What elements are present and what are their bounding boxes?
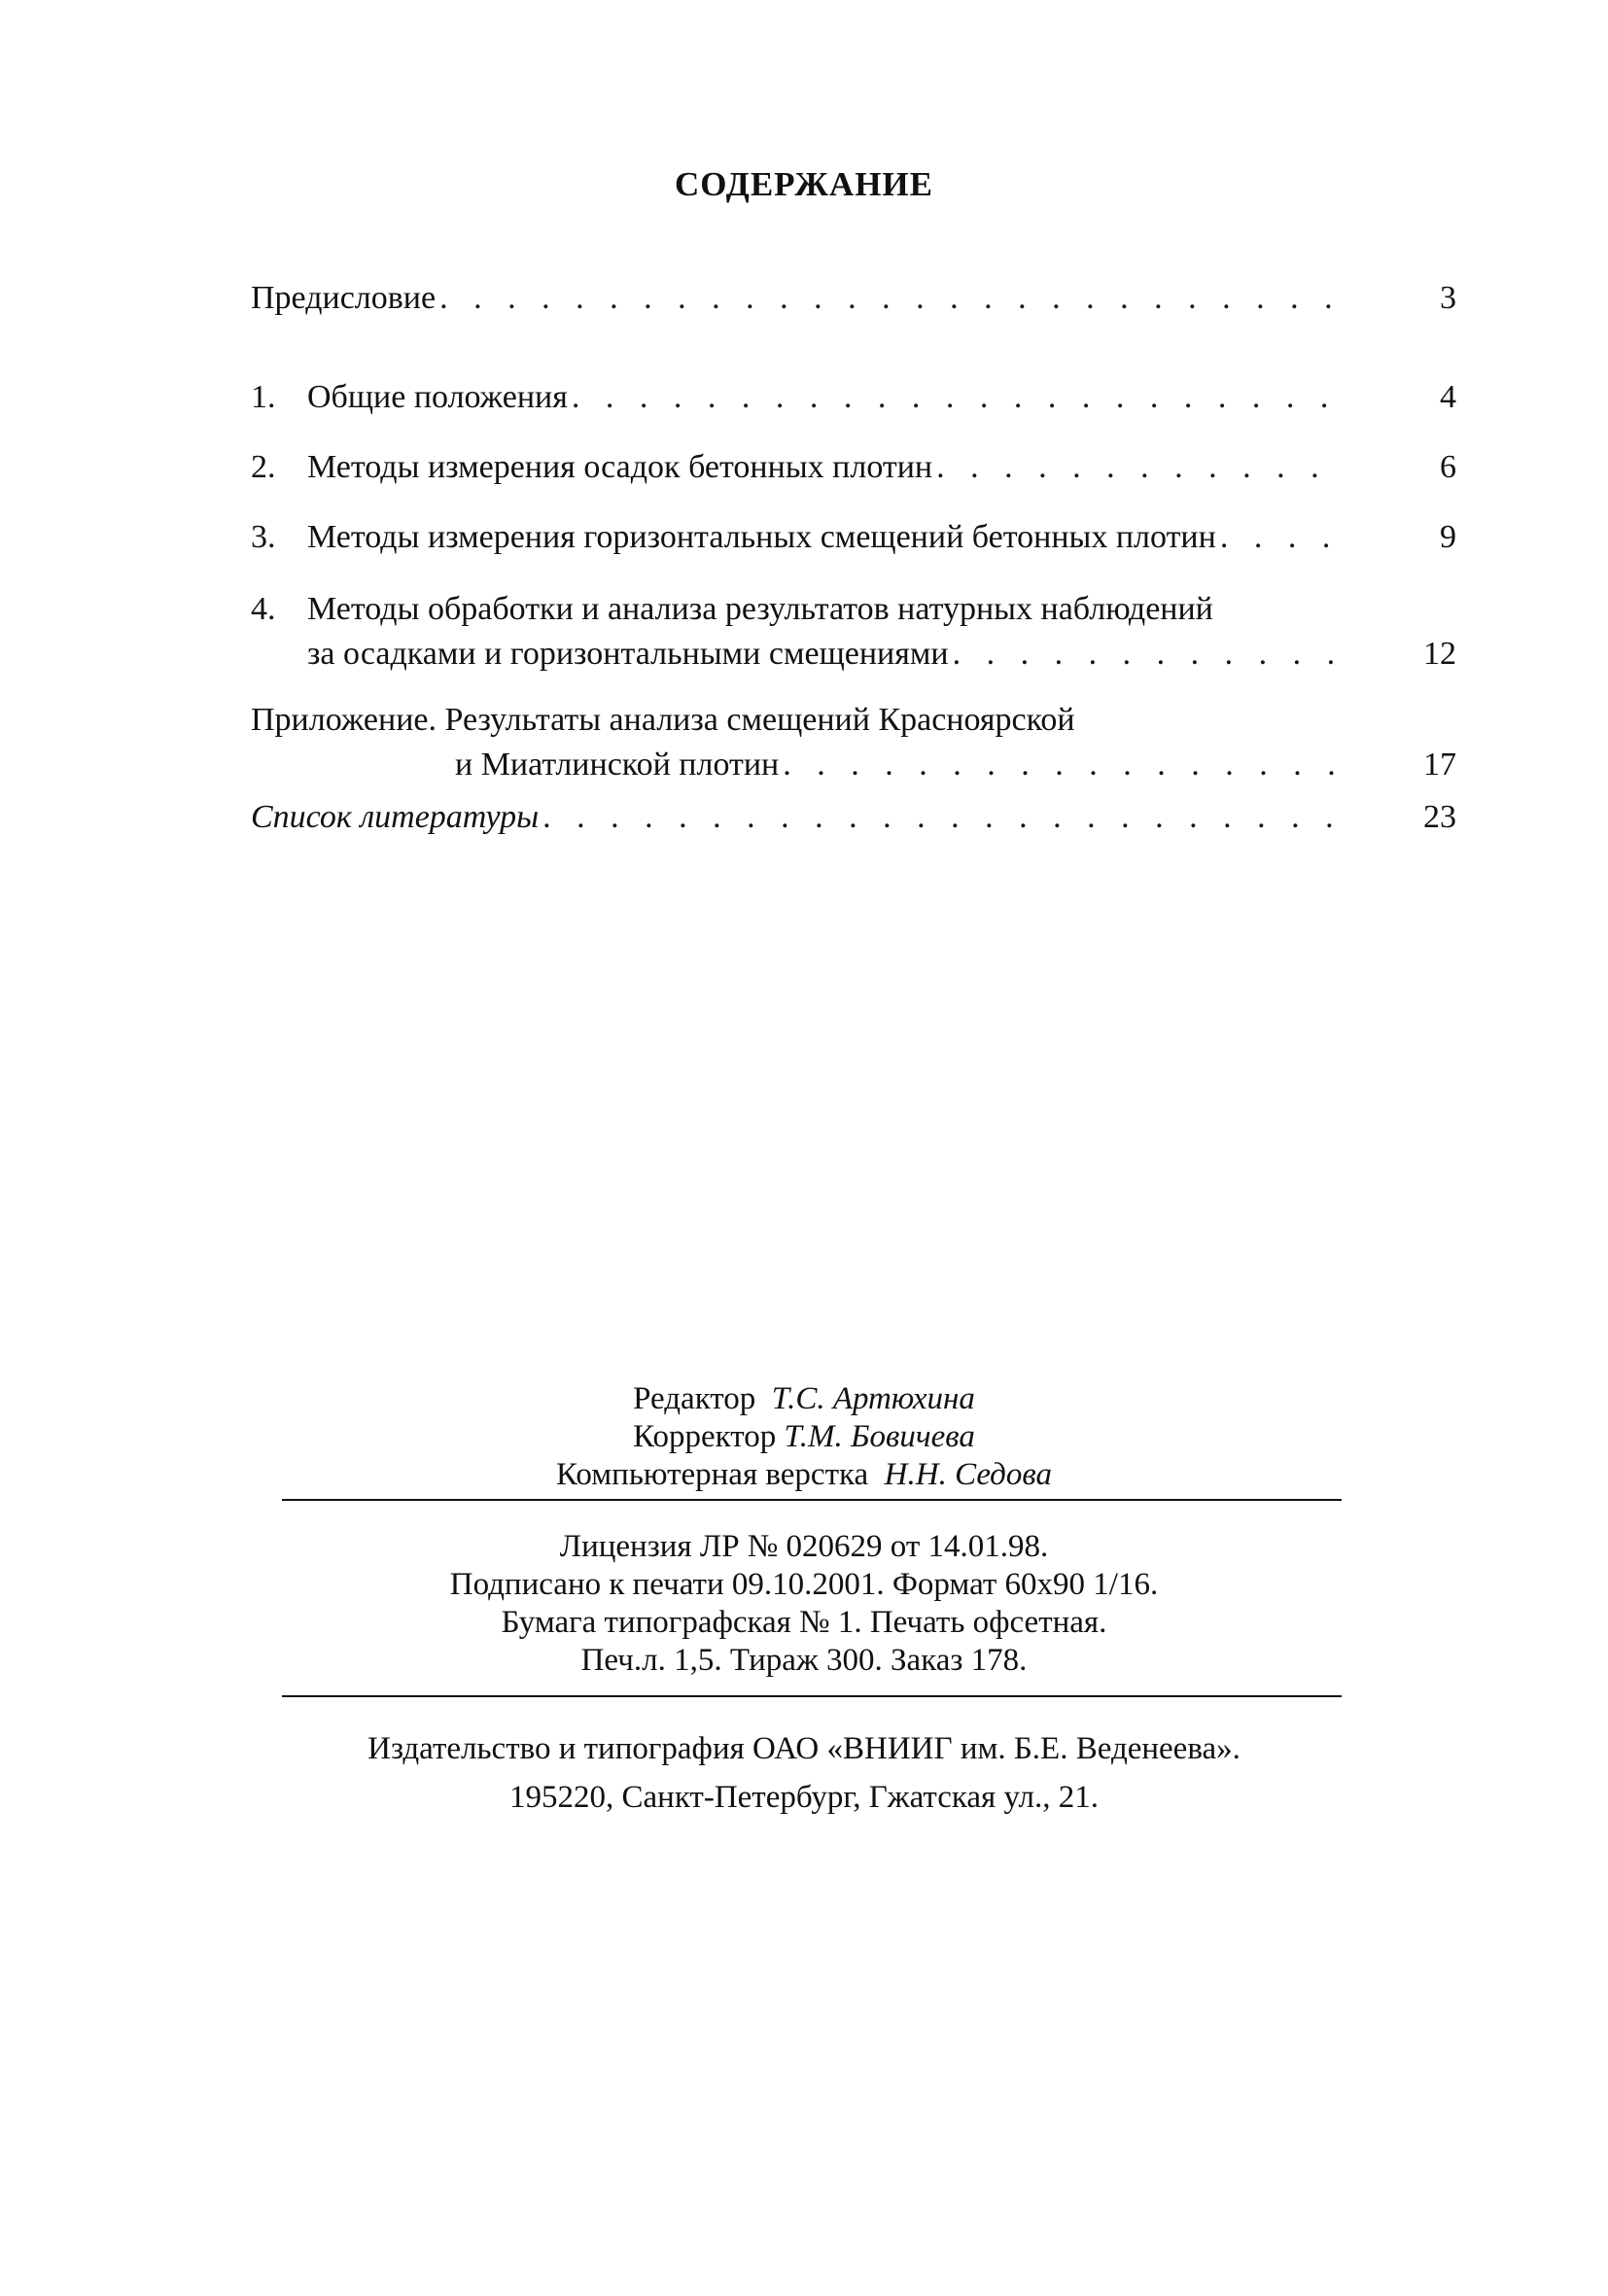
toc-leader-dots (568, 379, 1340, 415)
page-title: СОДЕРЖАНИЕ (674, 165, 933, 203)
toc-entry-number: 1. (251, 379, 276, 415)
credit-layout (0, 1456, 1608, 1494)
toc-leader-dots (932, 449, 1340, 485)
toc-leader-dots (539, 799, 1340, 835)
toc-entry-references[interactable] (251, 793, 1456, 842)
credit-editor (0, 1380, 1608, 1418)
toc-entry-1[interactable] (251, 373, 1456, 422)
credit-person: Т.М. Бовичева (784, 1419, 975, 1454)
toc-entry-3[interactable] (251, 513, 1456, 562)
publisher-block (0, 1724, 1608, 1822)
toc-page-number: 12 (1423, 636, 1456, 672)
toc-entry-label-continued: за осадками и горизонтальными смещениями (307, 636, 949, 672)
toc-page-number: 6 (1440, 449, 1456, 485)
toc-entry-label: Предисловие (251, 280, 437, 316)
toc-entry-label: Приложение. Результаты анализа смещений Красноярской (251, 702, 1075, 738)
toc-entry-number: 4. (251, 591, 276, 627)
imprint-paper: Бумага типографская № 1. Печать офсетная. (501, 1605, 1107, 1640)
toc-leader-dots (779, 747, 1340, 783)
imprint-license: Лицензия ЛР № 020629 от 14.01.98. (559, 1529, 1049, 1564)
credits-block (0, 1380, 1608, 1494)
toc-entry-label: Общие положения (307, 379, 568, 415)
toc-entry-label-continued: и Миатлинской плотин (455, 747, 780, 783)
divider-rule (282, 1695, 1342, 1697)
credit-role: Компьютерная верстка (556, 1457, 869, 1492)
toc-entry-label: Список литературы (251, 799, 540, 835)
credit-person: Т.С. Артюхина (771, 1381, 975, 1416)
toc-page-number: 9 (1440, 519, 1456, 555)
credit-corrector (0, 1418, 1608, 1456)
credit-role: Корректор (633, 1419, 777, 1454)
toc-leader-dots (1216, 519, 1340, 555)
imprint-block (0, 1528, 1608, 1680)
publisher-address: 195220, Санкт-Петербург, Гжатская ул., 21. (509, 1780, 1099, 1815)
divider-rule (282, 1499, 1342, 1501)
toc-entry-label: Методы измерения горизонтальных смещений бетонных плотин (307, 519, 1216, 555)
imprint-signed: Подписано к печати 09.10.2001. Формат 60х90 1/16. (449, 1567, 1159, 1602)
toc-page-number: 3 (1440, 280, 1456, 316)
credit-person: Н.Н. Седова (884, 1457, 1052, 1492)
toc-entry-appendix[interactable] (251, 696, 1456, 789)
toc-entry-4[interactable] (251, 585, 1456, 678)
imprint-run: Печ.л. 1,5. Тираж 300. Заказ 178. (580, 1643, 1028, 1678)
toc-entry-number: 3. (251, 519, 276, 555)
publisher-name: Издательство и типография ОАО «ВНИИГ им. Б.Е. Веденеева». (367, 1731, 1241, 1766)
toc-entry-label: Методы измерения осадок бетонных плотин (307, 449, 933, 485)
toc-leader-dots (949, 636, 1340, 672)
toc-entry-2[interactable] (251, 443, 1456, 492)
toc-entry-preface[interactable] (251, 274, 1456, 323)
toc-entry-number: 2. (251, 449, 276, 485)
toc-page-number: 23 (1423, 799, 1456, 835)
toc-page-number: 4 (1440, 379, 1456, 415)
toc-entry-label: Методы обработки и анализа результатов натурных наблюдений (307, 591, 1213, 627)
toc-page-number: 17 (1423, 747, 1456, 783)
credit-role: Редактор (633, 1381, 756, 1416)
toc-leader-dots (436, 280, 1340, 316)
